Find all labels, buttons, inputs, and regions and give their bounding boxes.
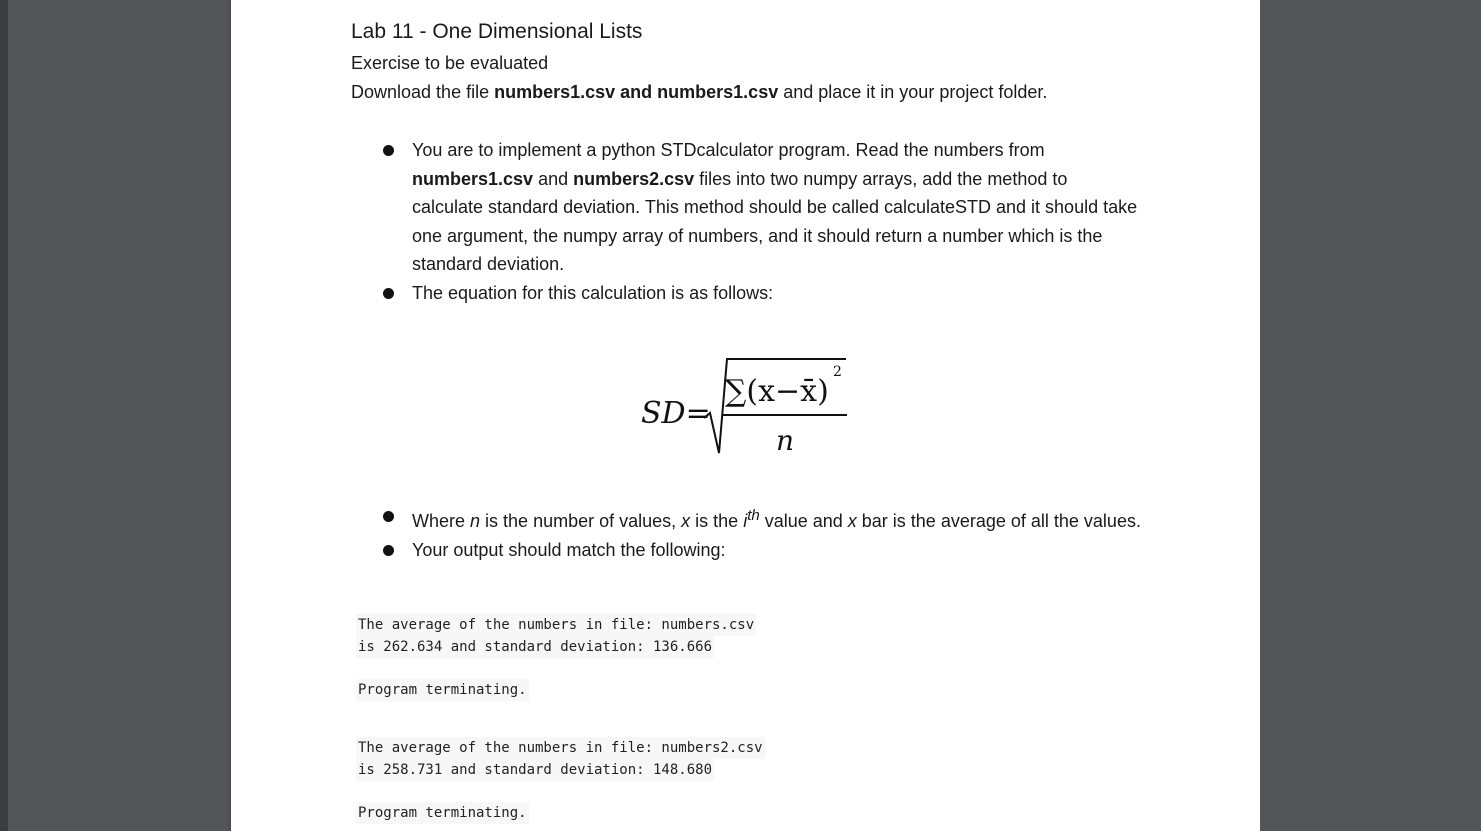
bullet1-text-c: files into two numpy arrays, add the method to calculate standard deviation. This method should be called calculateSTD and it should take one argument, the numpy array of numbers, and it should return a number which is the standard deviation. <box>412 168 1138 274</box>
instruction-list-continued <box>381 502 1141 564</box>
bullet3-t2: is the <box>690 511 744 531</box>
page-title: Lab 11 - One Dimensional Lists <box>351 20 643 43</box>
bullet4-text: Your output should match the following: <box>412 539 726 560</box>
bullet1-text-a: You are to implement a python STDcalculator program. Read the numbers from <box>412 140 1045 160</box>
bullet-icon <box>383 545 394 556</box>
bullet1-text-b: and <box>533 168 574 189</box>
intro-files: numbers1.csv and numbers1.csv <box>494 82 779 102</box>
bullet3-n: n <box>470 511 481 531</box>
bullet3-x: x <box>681 511 691 531</box>
intro-suffix: and place it in your project folder. <box>778 82 1048 102</box>
bullet3-t1: is the number of values, <box>480 511 682 531</box>
page-subtitle: Exercise to be evaluated <box>351 53 549 73</box>
output2-line2: is 258.731 and standard deviation: 148.680 <box>356 759 714 781</box>
viewer-right-margin <box>1260 0 1481 831</box>
formula-denominator: n <box>776 424 795 457</box>
bullet2-text: The equation for this calculation is as follows: <box>412 282 774 303</box>
viewer-left-edge <box>0 0 8 831</box>
list-item <box>381 536 1141 565</box>
output1-line2: is 262.634 and standard deviation: 136.666 <box>356 636 714 658</box>
bullet-icon <box>383 145 394 156</box>
formula-exponent: 2 <box>833 364 842 380</box>
document-page <box>231 0 1260 831</box>
instruction-list <box>381 136 1141 307</box>
bullet3-x2: x <box>847 511 857 531</box>
bullet3-i: i <box>743 511 748 531</box>
bullet3-t4: bar is the average of all the values. <box>856 511 1141 531</box>
bullet-icon <box>383 511 394 522</box>
bullet3-where: Where <box>412 511 471 531</box>
formula-lhs: SD= <box>641 396 711 431</box>
list-item <box>381 502 1141 536</box>
output1-line1: The average of the numbers in file: numbers.csv <box>356 614 756 636</box>
bullet1-file2: numbers2.csv <box>573 168 695 189</box>
output2-line3: Program terminating. <box>356 802 529 824</box>
intro-paragraph <box>351 82 1047 103</box>
intro-prefix: Download the file <box>351 82 495 102</box>
list-item <box>381 136 1141 279</box>
bullet3-th: th <box>747 507 760 524</box>
bullet1-file1: numbers1.csv <box>412 168 534 189</box>
list-item <box>381 279 1141 308</box>
bullet3-t3: value and <box>759 511 848 531</box>
formula-numerator: ∑(x−x̄) <box>725 374 829 409</box>
output2-line1: The average of the numbers in file: numbers2.csv <box>356 737 765 759</box>
bullet-icon <box>383 288 394 299</box>
std-formula <box>631 346 861 464</box>
output1-line3: Program terminating. <box>356 679 529 701</box>
